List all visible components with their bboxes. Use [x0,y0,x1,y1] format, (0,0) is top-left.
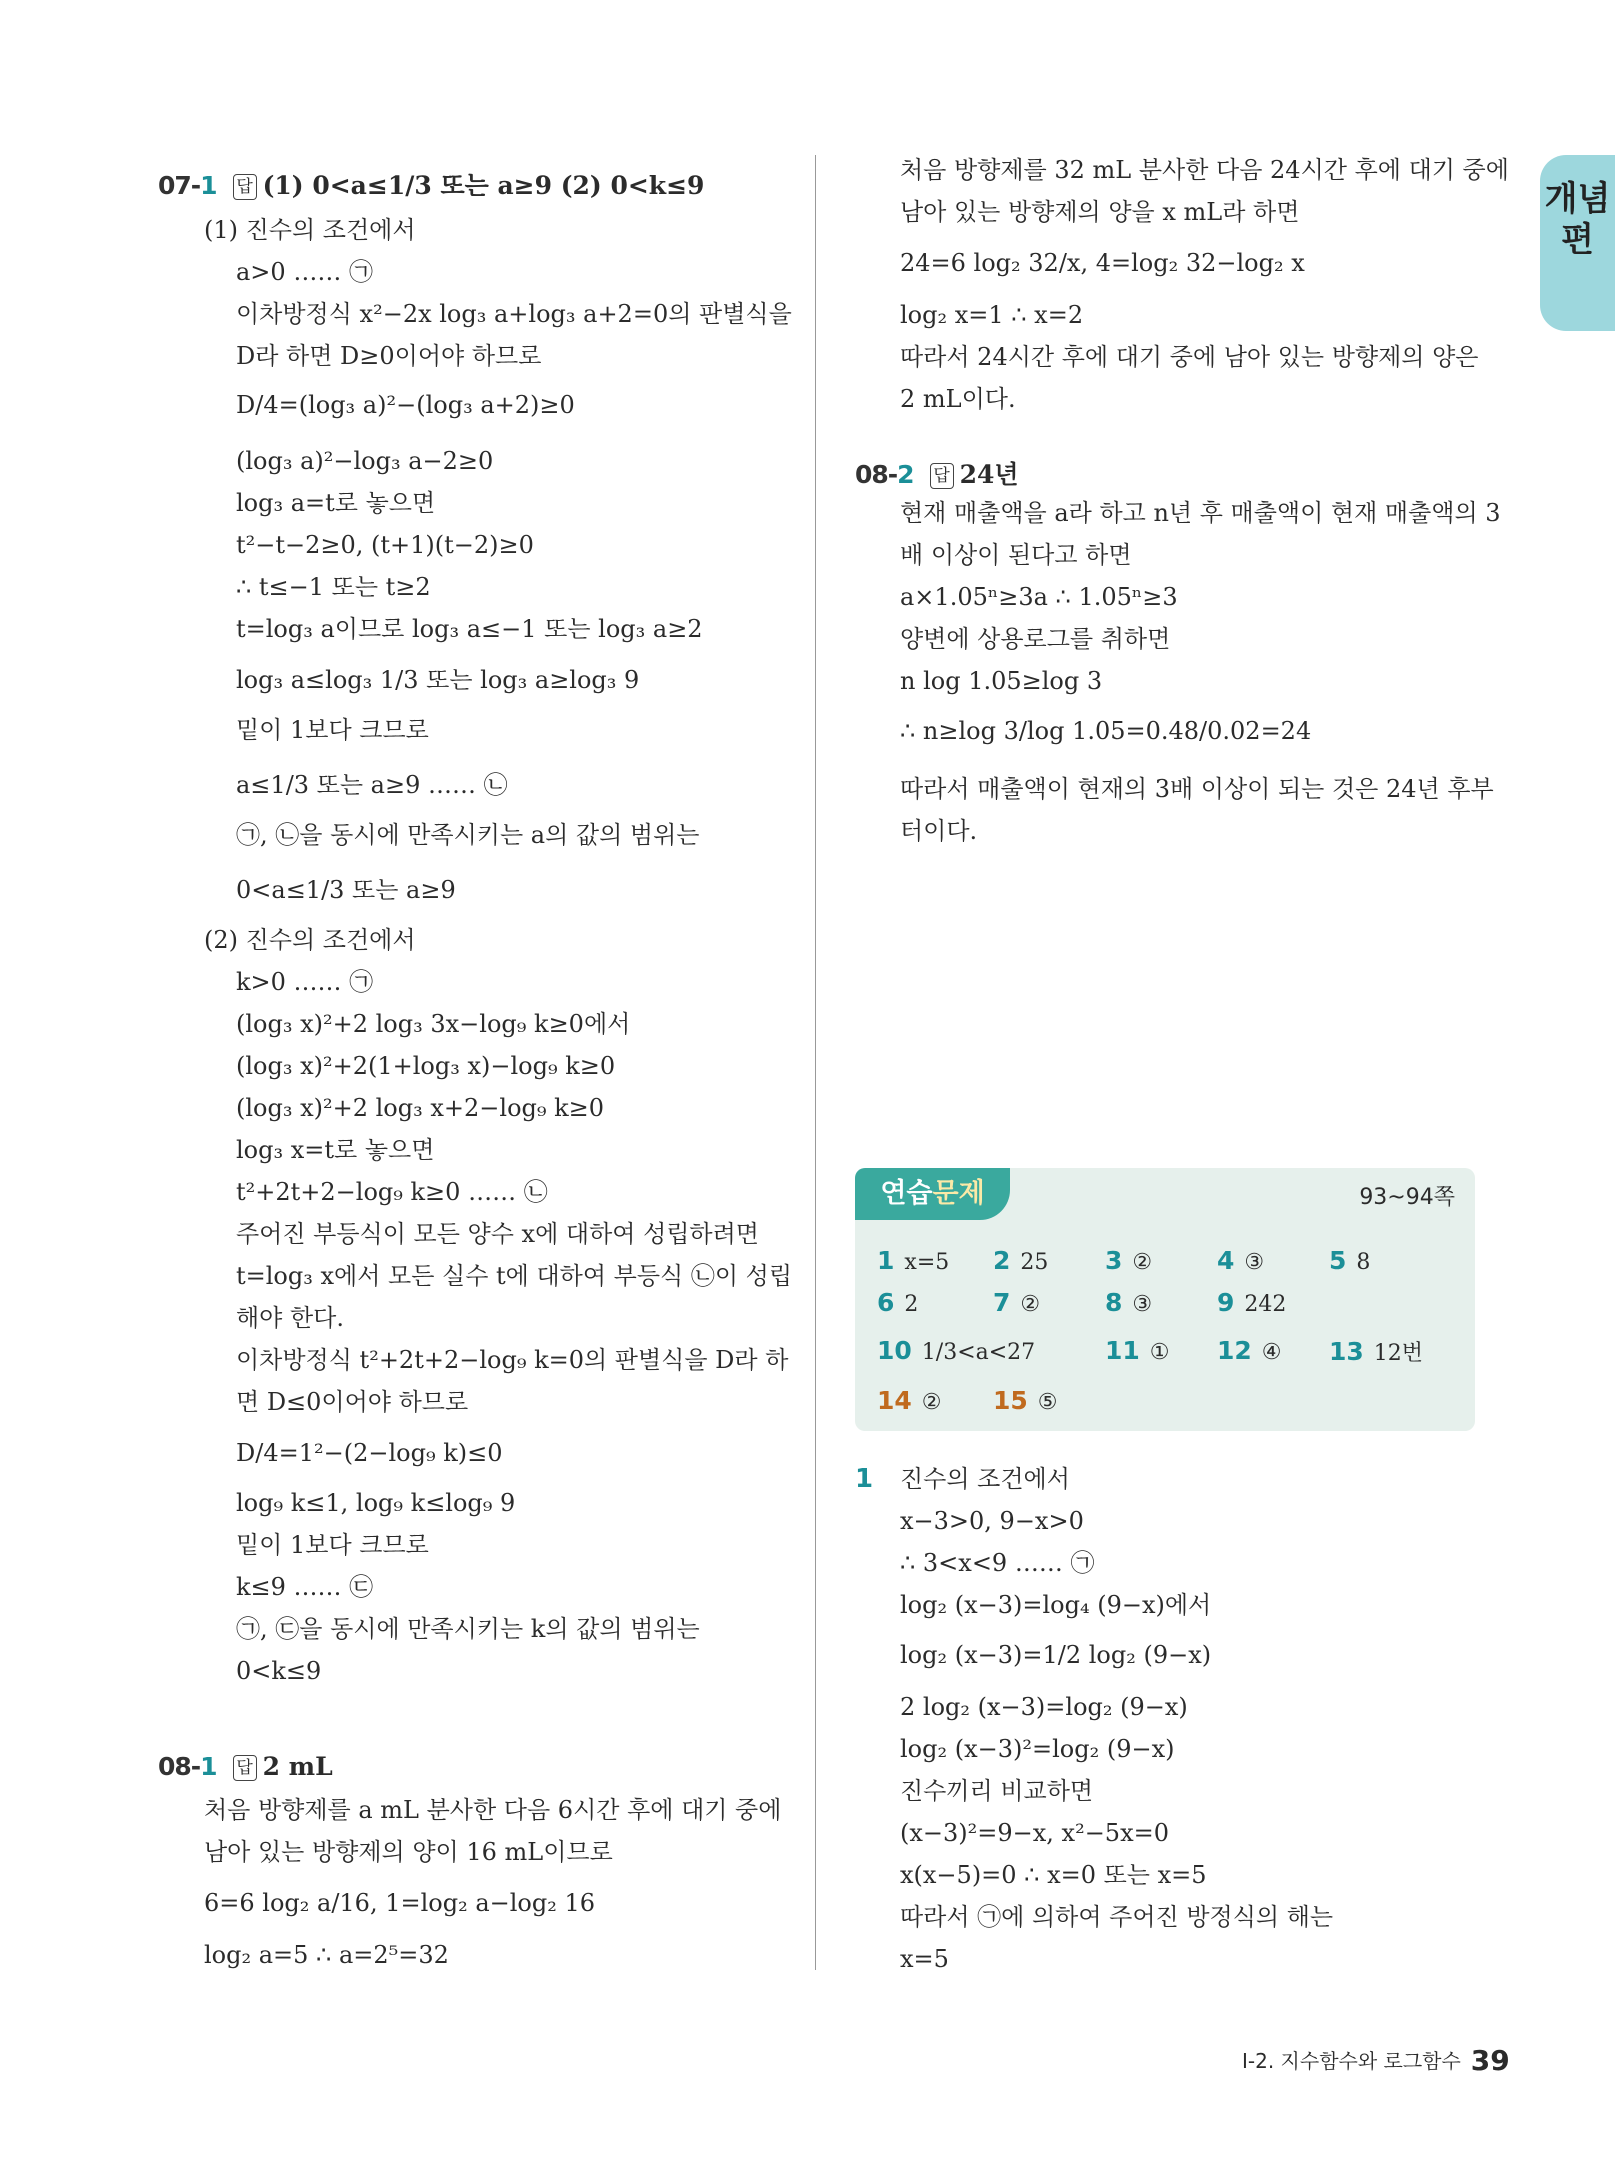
practice-answer [1329,1246,1370,1275]
solution-line: 진수끼리 비교하면 [900,1777,1094,1805]
answer-mark-icon: 답 [930,463,954,489]
solution-line: 6=6 log₂ a/16, 1=log₂ a−log₂ 16 [204,1889,596,1917]
practice-answer-value: ⑤ [1037,1390,1058,1415]
solution-line: 따라서 24시간 후에 대기 중에 남아 있는 방향제의 양은 [900,343,1479,371]
solution-line: (log₃ x)²+2 log₃ x+2−log₉ k≥0 [236,1094,605,1122]
practice-answer-number: 7 [993,1288,1011,1317]
practice-title: 연습문제 [855,1168,1010,1220]
practice-pages: 93~94쪽 [1359,1185,1455,1210]
solution-line: k≤9 …… ㉢ [236,1573,374,1601]
practice-answer [1217,1336,1282,1365]
practice-answer-number: 2 [993,1246,1011,1275]
page-number: 39 [1470,2044,1510,2077]
problem-07-1-header [158,166,704,202]
practice-answer-number: 10 [877,1336,912,1365]
practice-answer [1105,1246,1152,1275]
practice-answer-number: 8 [1105,1288,1123,1317]
solution-line: 밑이 1보다 크므로 [236,1531,429,1559]
solution-line: D/4=1²−(2−log₉ k)≤0 [236,1439,503,1467]
solution-line: 따라서 ㉠에 의하여 주어진 방정식의 해는 [900,1903,1334,1931]
practice-answer-value: ② [921,1390,942,1415]
practice-answer [877,1288,918,1317]
practice-answer-number: 9 [1217,1288,1235,1317]
solution-line: 처음 방향제를 a mL 분사한 다음 6시간 후에 대기 중에 [204,1796,782,1824]
page-footer [1242,2044,1510,2077]
problem-id: 08-2 [855,460,914,489]
solution-line: 남아 있는 방향제의 양이 16 mL이므로 [204,1838,613,1866]
solution-line: log₂ (x−3)²=log₂ (9−x) [900,1735,1175,1763]
solution-line: log₂ x=1 ∴ x=2 [900,301,1084,329]
practice-answer [993,1246,1048,1275]
solution-line: k>0 …… ㉠ [236,968,374,996]
solution-line: 따라서 매출액이 현재의 3배 이상이 되는 것은 24년 후부 [900,775,1494,803]
practice-answer-value: ① [1149,1340,1170,1365]
solution-line: 진수의 조건에서 [900,1465,1070,1493]
solution-line: t=log₃ a이므로 log₃ a≤−1 또는 log₃ a≥2 [236,615,703,643]
practice-answer-number: 13 [1329,1337,1364,1366]
solution-line: 0<a≤1/3 또는 a≥9 [236,876,456,904]
practice-answer-value: ② [1020,1292,1041,1317]
answer-text: 24년 [959,460,1019,489]
column-divider [815,155,816,1970]
practice-answer-value: 12번 [1373,1341,1424,1366]
practice-answer [993,1386,1058,1415]
solution-line: 배 이상이 된다고 하면 [900,541,1132,569]
practice-answer-value: x=5 [904,1250,950,1275]
problem-08-1-header [158,1752,333,1781]
solution-line: (log₃ x)²+2(1+log₃ x)−log₉ k≥0 [236,1052,616,1080]
solution-line: 이차방정식 x²−2x log₃ a+log₃ a+2=0의 판별식을 [236,300,792,328]
practice-answer-value: ③ [1244,1250,1265,1275]
solution-line: a×1.05ⁿ≥3a ∴ 1.05ⁿ≥3 [900,583,1178,611]
section-tab [1540,155,1615,331]
practice-answer-value: ③ [1132,1292,1153,1317]
practice-answer-number: 12 [1217,1336,1252,1365]
answer-text: 2 mL [262,1752,333,1781]
solution-line: x(x−5)=0 ∴ x=0 또는 x=5 [900,1861,1207,1889]
solution-line: log₂ (x−3)=log₄ (9−x)에서 [900,1591,1212,1619]
solution-line: log₃ a=t로 놓으면 [236,489,436,517]
solution-line: 2 log₂ (x−3)=log₂ (9−x) [900,1693,1188,1721]
solution-line: 해야 한다. [236,1304,344,1332]
problem-id: 08-1 [158,1752,217,1781]
practice-answer-value: 2 [904,1292,919,1317]
solution-line: t²+2t+2−log₉ k≥0 …… ㉡ [236,1178,548,1206]
solution-line: ㉠, ㉢을 동시에 만족시키는 k의 값의 범위는 [236,1615,700,1643]
solution-line: 면 D≤0이어야 하므로 [236,1388,469,1416]
practice-answer-value: ④ [1261,1340,1282,1365]
solution-line: t²−t−2≥0, (t+1)(t−2)≥0 [236,531,534,559]
solution-line: 이차방정식 t²+2t+2−log₉ k=0의 판별식을 D라 하 [236,1346,789,1374]
solution-line: (1) 진수의 조건에서 [204,216,416,244]
solution-line: 양변에 상용로그를 취하면 [900,625,1171,653]
solution-line: D라 하면 D≥0이어야 하므로 [236,342,542,370]
practice-answer [1329,1336,1423,1367]
solution-line: ㉠, ㉡을 동시에 만족시키는 a의 값의 범위는 [236,821,700,849]
solution-line: log₂ (x−3)=1/2 log₂ (9−x) [900,1641,1212,1669]
solution-line: log₃ x=t로 놓으면 [236,1136,435,1164]
solution-line: a≤1/3 또는 a≥9 …… ㉡ [236,771,508,799]
practice-answer-number: 6 [877,1288,895,1317]
practice-answer-number: 1 [877,1246,895,1275]
practice-answer [877,1336,1035,1365]
solution-line: 처음 방향제를 32 mL 분사한 다음 24시간 후에 대기 중에 [900,156,1509,184]
practice-answer-number: 15 [993,1386,1028,1415]
practice-answer-number: 5 [1329,1246,1347,1275]
solution-line: (x−3)²=9−x, x²−5x=0 [900,1819,1169,1847]
solution-line: (log₃ x)²+2 log₃ 3x−log₉ k≥0에서 [236,1010,631,1038]
solution-line: 2 mL이다. [900,385,1016,413]
practice-answer-number: 14 [877,1386,912,1415]
practice-answer [1217,1288,1286,1317]
practice-answers-box [855,1168,1475,1431]
solution-line: 24=6 log₂ 32/x, 4=log₂ 32−log₂ x [900,249,1305,277]
solution-line: 주어진 부등식이 모든 양수 x에 대하여 성립하려면 [236,1220,759,1248]
practice-answer-value: 25 [1020,1250,1049,1275]
answer-text: (1) 0<a≤1/3 또는 a≥9 (2) 0<k≤9 [262,171,705,200]
practice-answer-value: 242 [1244,1292,1287,1317]
solution-line: log₉ k≤1, log₉ k≤log₉ 9 [236,1489,516,1517]
solution-line: x−3>0, 9−x>0 [900,1507,1084,1535]
practice-answer-value: ② [1132,1250,1153,1275]
practice-answer-value: 8 [1356,1250,1371,1275]
solution-line: D/4=(log₃ a)²−(log₃ a+2)≥0 [236,391,575,419]
solution-line: n log 1.05≥log 3 [900,667,1103,695]
practice-answer [1105,1336,1170,1365]
solution-line: 남아 있는 방향제의 양을 x mL라 하면 [900,198,1300,226]
answer-mark-icon: 답 [233,174,257,200]
practice-answer-number: 4 [1217,1246,1235,1275]
practice-answer [877,1386,942,1415]
practice-answer [1217,1246,1264,1275]
solution-line: ∴ t≤−1 또는 t≥2 [236,573,431,601]
chapter-title: Ⅰ-2. 지수함수와 로그함수 [1242,2049,1461,2073]
solution-line: (2) 진수의 조건에서 [204,926,416,954]
practice-answer-number: 11 [1105,1336,1140,1365]
solution-line: t=log₃ x에서 모든 실수 t에 대하여 부등식 ㉡이 성립 [236,1262,793,1290]
solution-line: log₃ a≤log₃ 1/3 또는 log₃ a≥log₃ 9 [236,666,640,694]
practice-answer-value: 1/3<a<27 [921,1340,1036,1365]
solution-line: ∴ n≥log 3/log 1.05=0.48/0.02=24 [900,717,1312,745]
solution-line: 터이다. [900,817,978,845]
solution-line: log₂ a=5 ∴ a=2⁵=32 [204,1941,449,1969]
practice-answer [993,1288,1040,1317]
problem-id: 07-1 [158,171,217,200]
answer-mark-icon: 답 [233,1755,257,1781]
solution-line: (log₃ a)²−log₃ a−2≥0 [236,447,494,475]
solution-line: ∴ 3<x<9 …… ㉠ [900,1549,1095,1577]
solution-line: 현재 매출액을 a라 하고 n년 후 매출액이 현재 매출액의 3 [900,499,1501,527]
practice-answer [1105,1288,1152,1317]
solution-line: 0<k≤9 [236,1657,322,1685]
problem-08-2-header [855,455,1019,491]
practice-answer-number: 3 [1105,1246,1123,1275]
solution-1-number: 1 [855,1464,874,1494]
practice-answer [877,1246,949,1275]
solution-line: a>0 …… ㉠ [236,258,373,286]
solution-line: 밑이 1보다 크므로 [236,716,429,744]
section-tab-label: 개념편 [1544,179,1611,260]
solution-line: x=5 [900,1945,949,1973]
